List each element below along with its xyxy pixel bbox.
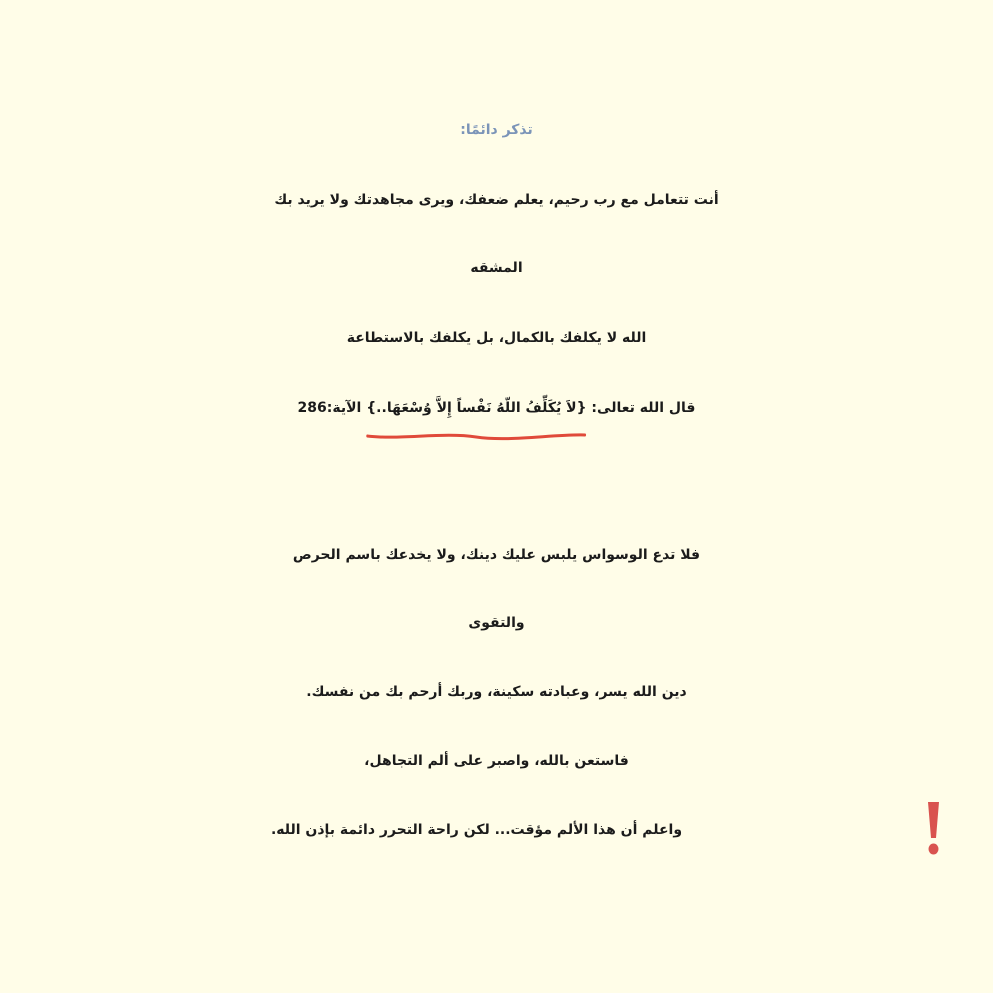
verse-quote: {لاَ يُكَلِّفُ اللّهُ نَفْساً إِلاَّ وُسْعَهَا..} (366, 400, 587, 416)
heading: تذكر دائمًا: (460, 122, 533, 138)
text-line-3: الله لا يكلفك بالكمال، بل يكلفك بالاستطاعة (346, 330, 647, 346)
verse-line (0, 388, 993, 428)
text-line-8: واعلم أن هذا الألم مؤقت... لكن راحة التحرر دائمة بإذن الله. (270, 822, 683, 838)
text-line-7: فاستعن بالله، واصبر على ألم التجاهل، (364, 753, 629, 769)
text-line-5: والتقوى (468, 615, 525, 631)
verse-prefix: قال الله تعالى: (586, 400, 696, 416)
verse-suffix: الآية:286 (297, 400, 367, 416)
text-line-4: فلا تدع الوسواس يلبس عليك دينك، ولا يخدعك باسم الحرص (292, 547, 701, 563)
verse-underline (366, 388, 586, 448)
verse-quote-wrap (366, 388, 586, 428)
text-line-2: المشقه (470, 260, 523, 276)
exclamation-icon (922, 800, 944, 856)
text-line-1: أنت تتعامل مع رب رحيم، يعلم ضعفك، ويرى مجاهدتك ولا يريد بك (274, 192, 719, 208)
text-line-6: دين الله يسر، وعبادته سكينة، وربك أرحم بك من نفسك. (306, 684, 687, 700)
